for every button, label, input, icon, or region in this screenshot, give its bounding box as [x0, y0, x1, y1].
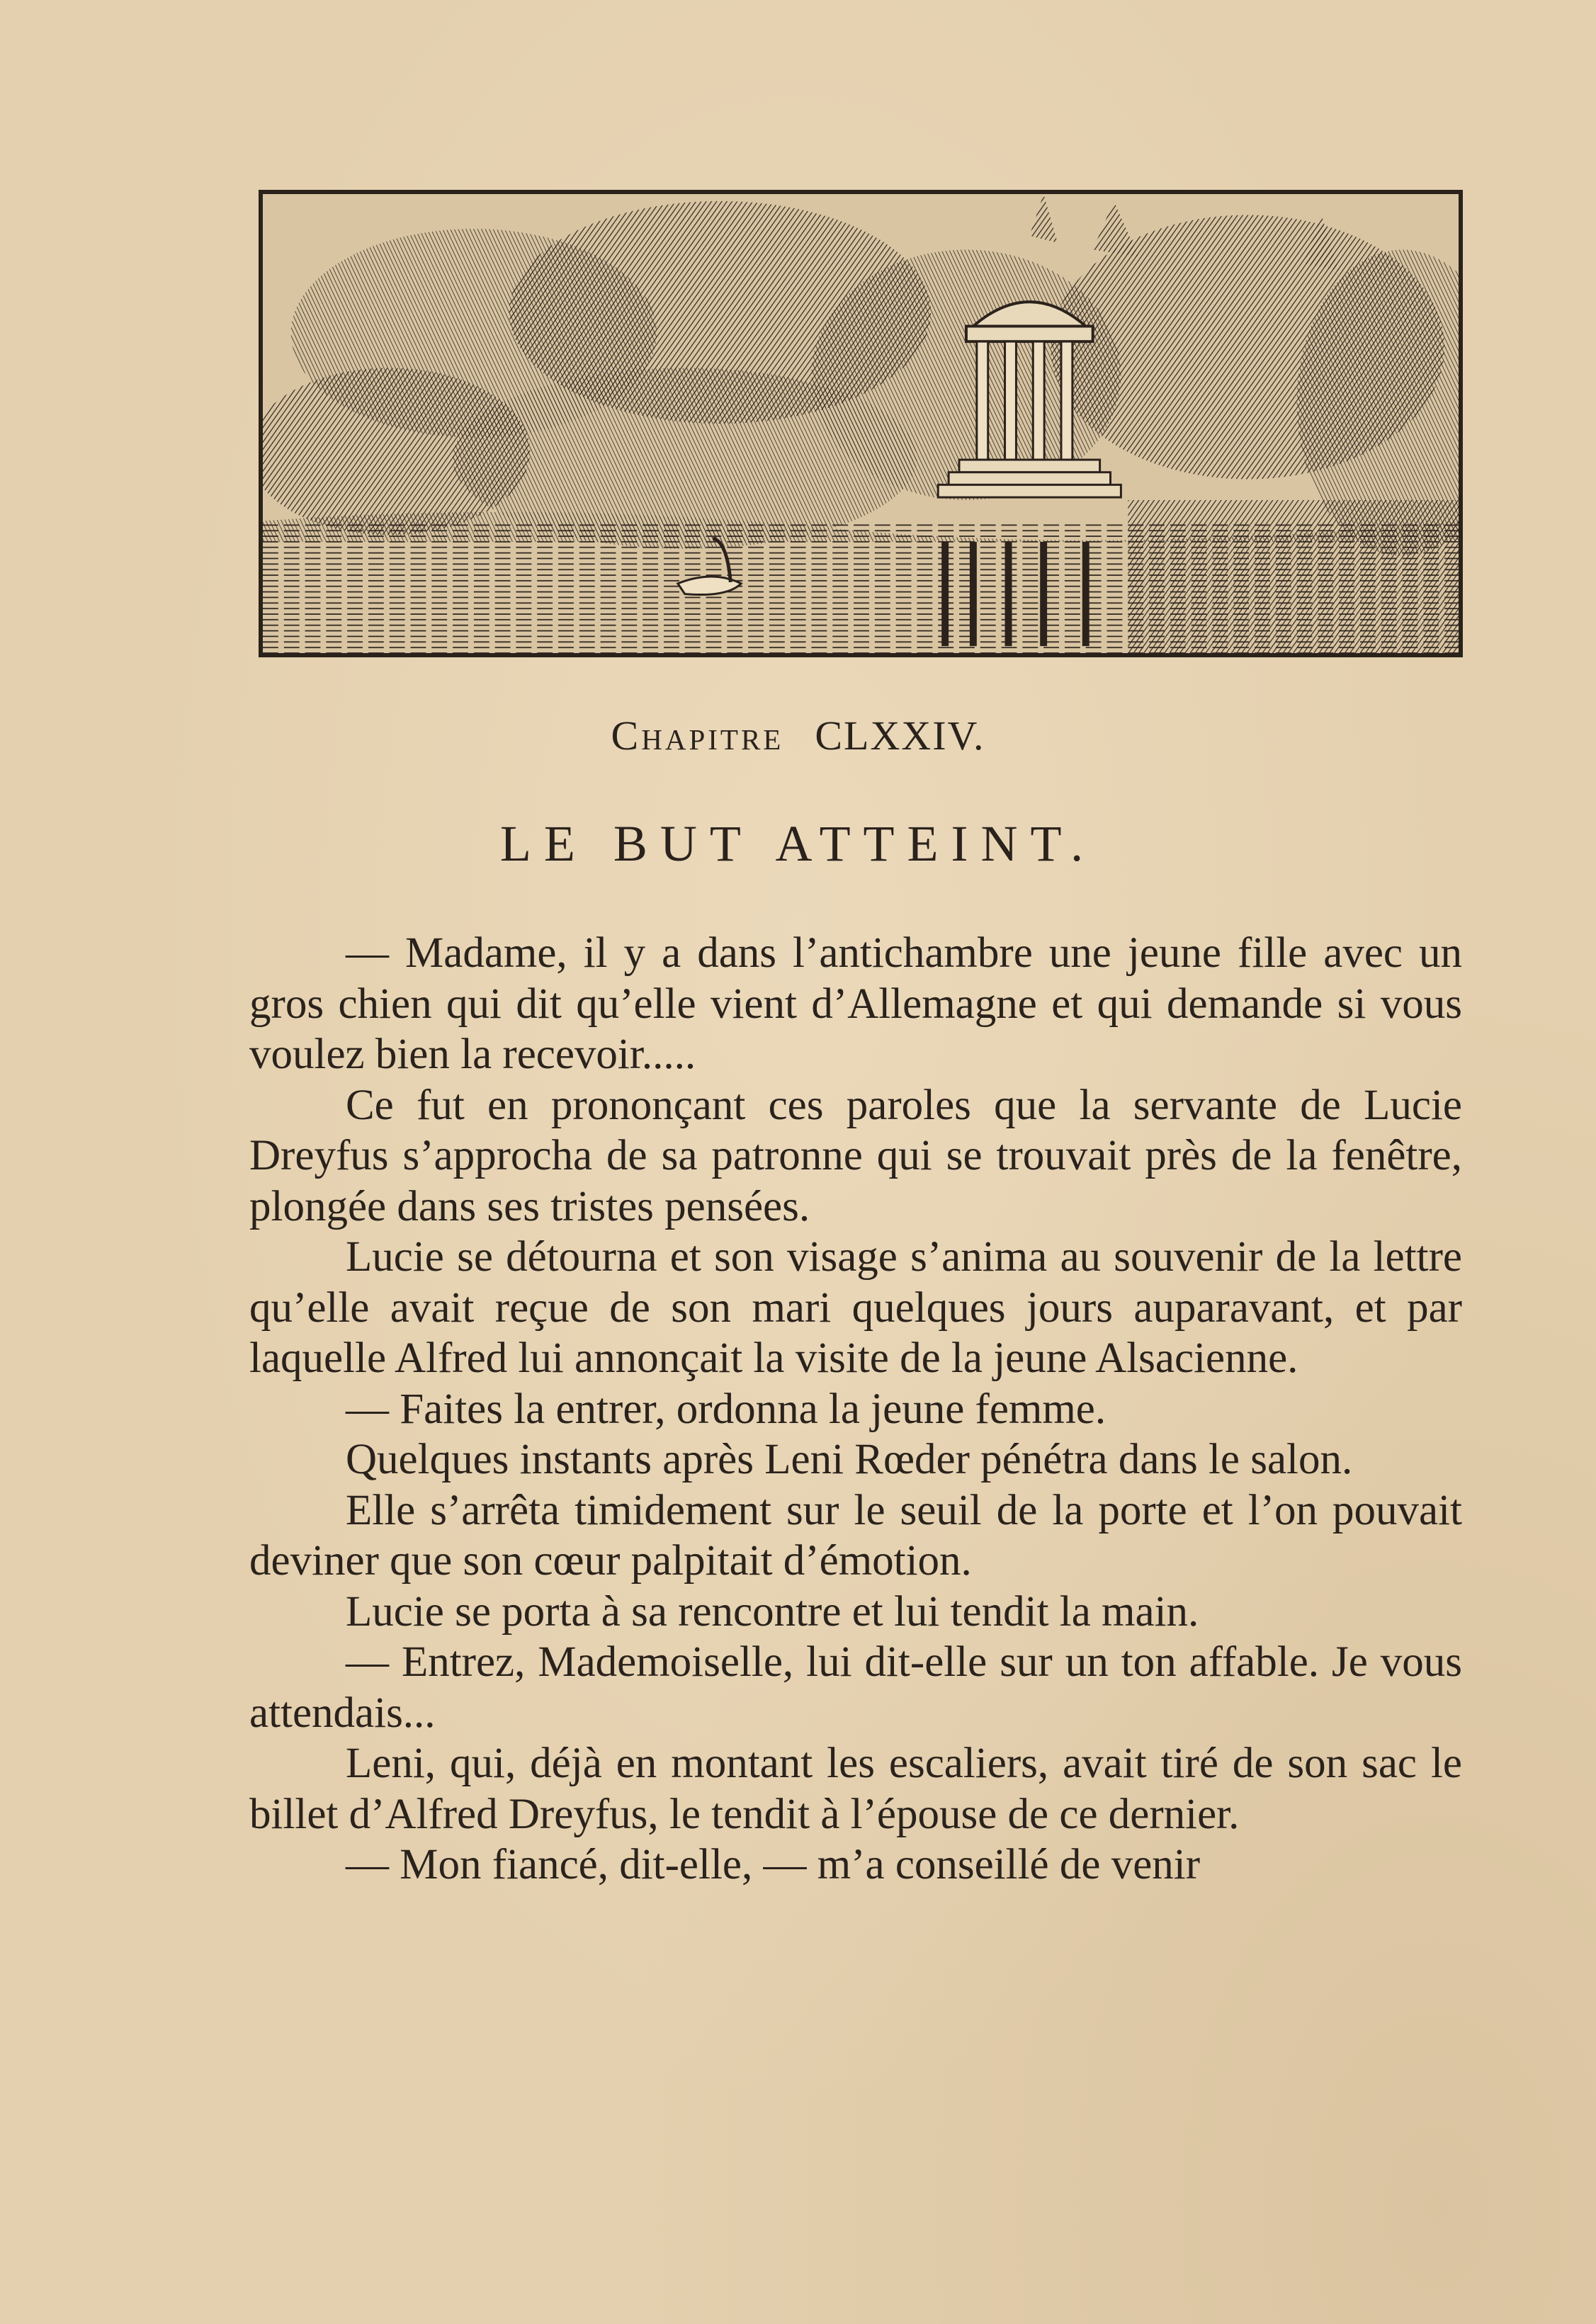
paragraph: Leni, qui, déjà en montant les escaliers, avait tiré de son sac le billet d’Alfred Dreyfus, le tendit à l’épouse de ce dernier.	[249, 1740, 1462, 1838]
paragraph: — Faites la entrer, ordonna la jeune femme.	[346, 1385, 1107, 1433]
paragraph: Ce fut en prononçant ces paroles que la servante de Lucie Dreyfus s’approcha de sa patronne qui se trouvait près de la fenêtre, plongée dans ses tristes pensées.	[249, 1081, 1462, 1230]
paragraph: Quelques instants après Leni Rœder pénétra dans le salon.	[346, 1436, 1353, 1483]
chapter-heading	[0, 712, 1596, 759]
engraving-park-temple-icon	[259, 190, 1463, 657]
paragraph: — Entrez, Mademoiselle, lui dit-elle sur un ton affable. Je vous attendais...	[249, 1638, 1462, 1737]
body-text	[249, 928, 1462, 1891]
paragraph: — Madame, il y a dans l’antichambre une jeune fille avec un gros chien qui dit qu’elle vient d’Allemagne et qui demande si vous voulez bien la recevoir.....	[249, 929, 1462, 1078]
paragraph: Elle s’arrêta timidement sur le seuil de la porte et l’on pouvait deviner que son cœur palpitait d’émotion.	[249, 1486, 1462, 1585]
chapter-word: Chapitre	[611, 713, 784, 759]
chapter-number: CLXXIV.	[815, 713, 985, 759]
chapter-title: LE BUT ATTEINT.	[499, 815, 1097, 872]
paragraph: Lucie se détourna et son visage s’anima au souvenir de la lettre qu’elle avait reçue de son mari quelques jours auparavant, et par laquelle Alfred lui annonçait la visite de la jeune Alsacienne.	[249, 1233, 1462, 1382]
paragraph: Lucie se porta à sa rencontre et lui tendit la main.	[346, 1587, 1199, 1636]
paragraph: — Mon fiancé, dit-elle, — m’a conseillé de venir	[346, 1841, 1201, 1888]
